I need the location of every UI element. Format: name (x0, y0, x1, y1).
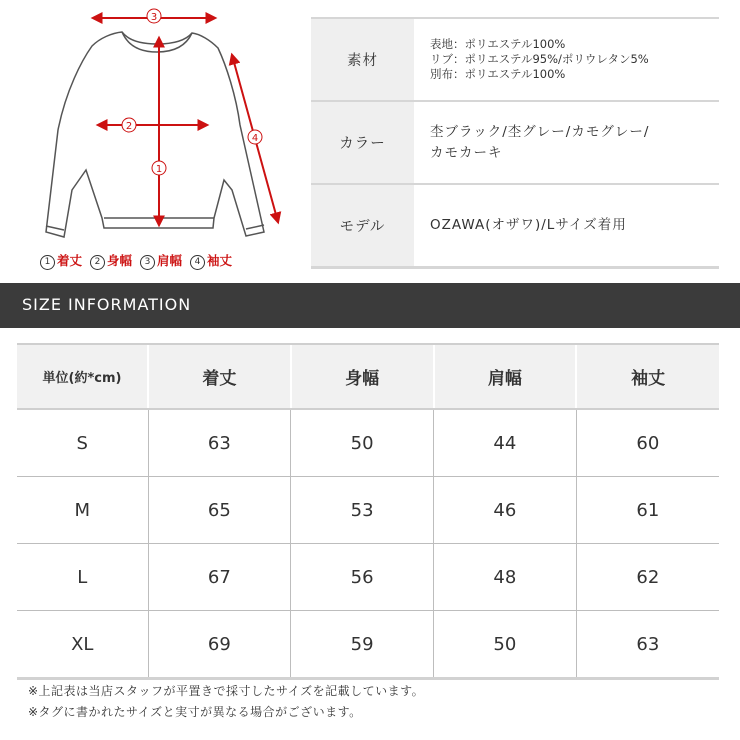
legend-item: 2 身幅 (90, 251, 132, 269)
table-cell: 67 (148, 544, 291, 611)
marker-1: 1 (155, 164, 163, 175)
table-cell: 65 (148, 477, 291, 544)
header-length: 着丈 (148, 344, 291, 409)
table-row (17, 611, 719, 679)
table-cell: 60 (576, 409, 719, 477)
size-information-banner (0, 283, 740, 328)
table-cell: 53 (291, 477, 434, 544)
spec-label: カラー (311, 102, 414, 183)
notes (28, 681, 424, 723)
spec-row-color (311, 102, 719, 185)
table-cell: 63 (148, 409, 291, 477)
table-cell: 44 (434, 409, 577, 477)
header-unit: 単位(約*cm) (17, 344, 148, 409)
table-cell: 56 (291, 544, 434, 611)
table-cell: 61 (576, 477, 719, 544)
note-line: ※上記表は当店スタッフが平置きで採寸したサイズを記載しています。 (28, 684, 425, 698)
spec-label: 素材 (311, 19, 414, 100)
spec-row-model (311, 185, 719, 269)
spec-value: 表地：ポリエステル100% リブ：ポリエステル95%/ポリウレタン5% 別布：ポリエステル100% (430, 37, 649, 81)
legend-item: 1 着丈 (40, 251, 82, 269)
table-cell: 50 (434, 611, 577, 679)
size-label: XL (17, 611, 148, 679)
spec-value: OZAWA(オザワ)/Lサイズ着用 (430, 217, 627, 233)
garment-measurement-diagram (0, 0, 300, 280)
banner-title: SIZE INFORMATION (22, 295, 192, 314)
table-row (17, 544, 719, 611)
marker-3: 3 (150, 12, 158, 23)
legend-item: 4 袖丈 (190, 251, 232, 269)
size-label: M (17, 477, 148, 544)
table-cell: 69 (148, 611, 291, 679)
size-label: S (17, 409, 148, 477)
table-cell: 48 (434, 544, 577, 611)
table-row (17, 409, 719, 477)
table-row (17, 477, 719, 544)
size-label: L (17, 544, 148, 611)
table-cell: 46 (434, 477, 577, 544)
marker-4: 4 (251, 133, 259, 144)
note-line: ※タグに書かれたサイズと実寸が異なる場合がございます。 (28, 705, 362, 719)
spec-value: 杢ブラック/杢グレー/カモグレー/ カモカーキ (430, 123, 650, 161)
sweatshirt-outline (46, 32, 264, 237)
marker-2: 2 (125, 121, 133, 132)
measurement-legend (40, 251, 280, 269)
size-table-header (17, 344, 719, 409)
size-table (17, 343, 719, 680)
header-shoulder: 肩幅 (434, 344, 577, 409)
spec-label: モデル (311, 185, 414, 266)
measure-arrows (93, 18, 278, 225)
table-cell: 50 (291, 409, 434, 477)
header-body-width: 身幅 (291, 344, 434, 409)
table-cell: 63 (576, 611, 719, 679)
header-sleeve: 袖丈 (576, 344, 719, 409)
table-cell: 62 (576, 544, 719, 611)
legend-item: 3 肩幅 (140, 251, 182, 269)
table-cell: 59 (291, 611, 434, 679)
spec-row-material (311, 19, 719, 102)
product-spec-table (311, 17, 719, 265)
